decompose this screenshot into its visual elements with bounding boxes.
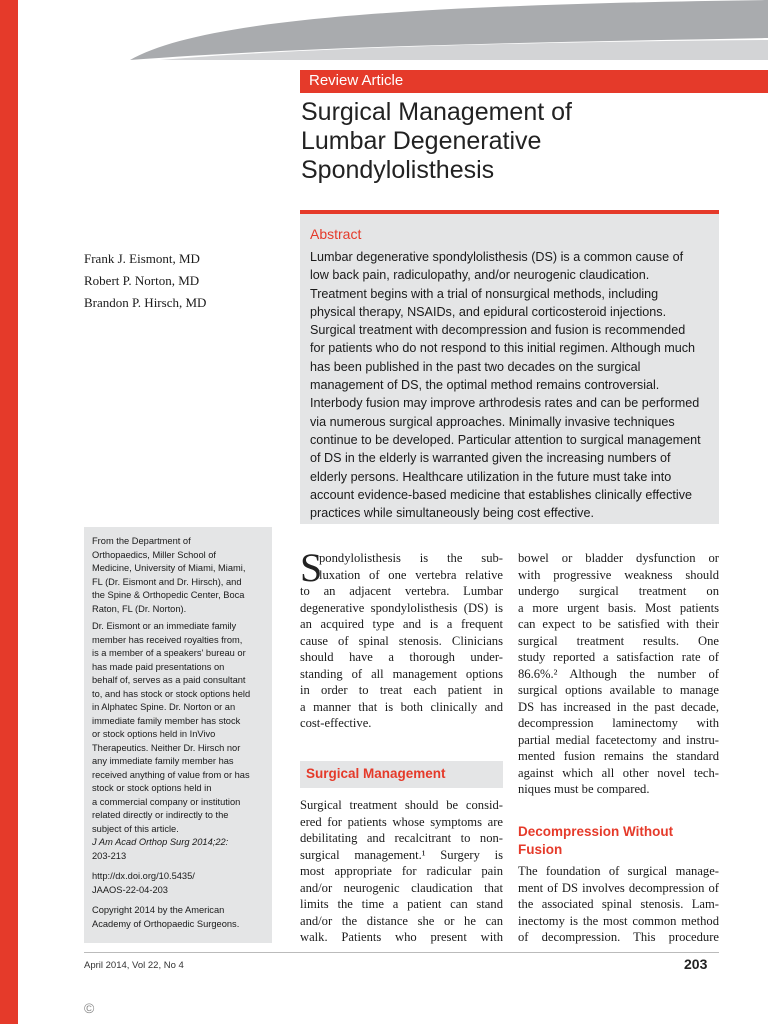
body-line: can expect to be satisfied with their bbox=[518, 617, 719, 631]
abstract-line: via numerous surgical approaches. Minimally invasive techniques bbox=[310, 414, 675, 429]
body-line: ment of DS involves decompression of bbox=[518, 880, 719, 895]
info-line: member has received royalties from, bbox=[92, 634, 243, 645]
body-line: degenerative spondylolisthesis (DS) is bbox=[300, 600, 503, 615]
info-line: received anything of value from or has bbox=[92, 769, 250, 780]
body-line: niques must be compared. bbox=[518, 782, 650, 796]
intro-paragraph bbox=[300, 583, 503, 732]
abstract-line: physical therapy, NSAIDs, and epidural corticosteroid injections. bbox=[310, 304, 667, 319]
info-line: immediate family member has stock bbox=[92, 715, 241, 726]
author: Brandon P. Hirsch, MD bbox=[84, 295, 207, 310]
info-line: Therapeutics. Neither Dr. Hirsch nor bbox=[92, 742, 241, 753]
body-line: with progressive weakness should bbox=[518, 567, 719, 582]
abstract-line: for patients who do not respond to this initial regimen. Although much bbox=[310, 341, 696, 356]
info-line: stock or stock options held in bbox=[92, 783, 212, 793]
subheading-line: Fusion bbox=[518, 842, 563, 857]
body-line: undergo surgical treatment on bbox=[518, 584, 719, 598]
info-line: Raton, FL (Dr. Norton). bbox=[92, 603, 187, 614]
body-line: limits the time a patient can stand bbox=[300, 897, 503, 911]
info-line: Dr. Eismont or an immediate family bbox=[92, 621, 237, 631]
author-info-panel bbox=[84, 527, 272, 943]
body-line: 86.6%.² Although the number of bbox=[518, 666, 719, 681]
abstract-text bbox=[310, 248, 713, 522]
abstract-heading: Abstract bbox=[310, 226, 362, 242]
abstract-panel bbox=[300, 210, 719, 524]
surgical-paragraph bbox=[300, 797, 503, 946]
body-line: standing of all management options bbox=[300, 666, 503, 681]
body-line: luxation of one vertebra relative bbox=[319, 567, 503, 582]
body-line: of decompression. This procedure bbox=[518, 930, 719, 944]
doi-link[interactable] bbox=[92, 870, 272, 897]
body-line: inectomy is the most common method bbox=[518, 913, 719, 928]
abstract-line: low back pain, radiculopathy, and/or neurogenic claudication. bbox=[310, 268, 650, 283]
info-line: to, and has stock or stock options held bbox=[92, 688, 251, 699]
citation-note bbox=[92, 836, 272, 863]
info-line: in Alphatec Spine. Dr. Norton or an bbox=[92, 702, 236, 712]
copyright-icon: © bbox=[84, 1000, 95, 1016]
body-line: pondylolisthesis is the sub- bbox=[319, 551, 503, 565]
article-type-label: Review Article bbox=[309, 72, 404, 89]
body-line: debilitating and recalcitrant to non- bbox=[300, 831, 503, 845]
abstract-line: of DS in the elderly is warranted given the increasing numbers of bbox=[310, 451, 671, 466]
info-line: Medicine, University of Miami, Miami, bbox=[92, 563, 246, 573]
intro-paragraph-head bbox=[319, 550, 503, 583]
body-line: in order to treat each patient in bbox=[300, 683, 503, 697]
body-line: should have a thorough under- bbox=[300, 650, 503, 664]
body-line: ered for patients whose symptoms are bbox=[300, 814, 503, 829]
title-line: Lumbar Degenerative bbox=[301, 127, 542, 155]
subsection-heading bbox=[518, 823, 718, 859]
body-line: a manner that is both clinically and bbox=[300, 699, 503, 714]
info-line: From the Department of bbox=[92, 536, 191, 546]
title-line: Spondylolisthesis bbox=[301, 156, 495, 184]
disclosure-note bbox=[92, 620, 272, 836]
body-line: surgical management.¹ Surgery is bbox=[300, 847, 503, 862]
header-swoosh bbox=[0, 0, 768, 60]
copyright-note bbox=[92, 904, 272, 931]
author: Robert P. Norton, MD bbox=[84, 273, 200, 288]
abstract-line: has been published in the past two decades on the surgical bbox=[310, 359, 641, 374]
info-line: or stock options held in InVivo bbox=[92, 729, 216, 739]
abstract-line: Treatment begins with a trial of nonsurgical methods, including bbox=[310, 286, 659, 301]
footer-divider bbox=[84, 952, 719, 953]
section-heading: Surgical Management bbox=[306, 766, 446, 781]
abstract-line: account evidence-based medicine that establishes clinically effective bbox=[310, 487, 692, 502]
info-line: is a member of a speakers' bureau or bbox=[92, 648, 246, 658]
body-line: to an adjacent vertebra. Lumbar bbox=[300, 584, 503, 598]
body-line: Surgical treatment should be consid- bbox=[300, 798, 503, 812]
body-line: walk. Patients who present with bbox=[300, 930, 503, 944]
body-line: The foundation of surgical manage- bbox=[518, 864, 719, 878]
info-line: related directly or indirectly to the bbox=[92, 810, 229, 820]
info-line: any immediate family member has bbox=[92, 756, 234, 766]
body-line: an acquired type and is a frequent bbox=[300, 617, 503, 631]
body-line: and/or the distance she or he can bbox=[300, 913, 503, 928]
info-line: Orthopaedics, Miller School of bbox=[92, 549, 217, 560]
abstract-line: Interbody fusion may improve arthrodesis rates and can be performed bbox=[310, 396, 700, 411]
page-number: 203 bbox=[684, 956, 708, 972]
body-line: surgical options available to manage bbox=[518, 683, 719, 697]
info-line: subject of this article. bbox=[92, 823, 179, 834]
body-line: cause of spinal stenosis. Clinicians bbox=[300, 633, 503, 648]
info-line: 203-213 bbox=[92, 850, 127, 861]
info-line: has made paid presentations on bbox=[92, 661, 225, 672]
body-line: bowel or bladder dysfunction or bbox=[518, 551, 719, 565]
body-line: most appropriate for radicular pain bbox=[300, 864, 503, 878]
decompression-paragraph bbox=[518, 863, 719, 946]
info-line: http://dx.doi.org/10.5435/ bbox=[92, 871, 195, 881]
left-accent-bar bbox=[0, 0, 18, 1024]
abstract-line: management of DS, the optimal method remains controversial. bbox=[310, 378, 660, 393]
body-line: a more urgent basis. Most patients bbox=[518, 600, 719, 615]
abstract-line: elderly persons. Healthcare utilization in the future must take into bbox=[310, 469, 672, 484]
title-line: Surgical Management of bbox=[301, 98, 572, 126]
body-line: and/or neurogenic claudication that bbox=[300, 880, 503, 895]
article-type-bar bbox=[300, 70, 768, 93]
subheading-line: Decompression Without bbox=[518, 824, 674, 839]
info-line: the Spine & Orthopedic Center, Boca bbox=[92, 590, 245, 600]
info-line: a commercial company or institution bbox=[92, 796, 241, 807]
abstract-line: practices while simultaneously being cost effective. bbox=[310, 506, 594, 521]
body-line: against which all other novel tech- bbox=[518, 765, 719, 780]
issue-info: April 2014, Vol 22, No 4 bbox=[84, 960, 184, 971]
info-line: FL (Dr. Eismont and Dr. Hirsch), and bbox=[92, 576, 242, 587]
body-line: DS has increased in the past decade, bbox=[518, 699, 719, 714]
author-list bbox=[84, 248, 206, 314]
info-line: behalf of, serves as a paid consultant bbox=[92, 675, 246, 685]
body-line: mented fusion remains the standard bbox=[518, 749, 719, 763]
body-line: cost-effective. bbox=[300, 716, 372, 730]
body-line: partial medial facetectomy and instru- bbox=[518, 732, 719, 747]
info-line: Copyright 2014 by the American bbox=[92, 905, 225, 915]
body-line: study reported a satisfaction rate of bbox=[518, 650, 719, 664]
right-column-paragraph bbox=[518, 550, 719, 798]
author: Frank J. Eismont, MD bbox=[84, 251, 200, 266]
body-line: surgical treatment results. One bbox=[518, 633, 719, 648]
body-line: the associated spinal stenosis. Lam- bbox=[518, 897, 719, 911]
affiliation-note bbox=[92, 535, 272, 616]
abstract-line: continue to be developed. Particular attention to surgical management bbox=[310, 432, 701, 447]
info-line: Academy of Orthopaedic Surgeons. bbox=[92, 918, 240, 929]
abstract-line: Surgical treatment with decompression and fusion is recommended bbox=[310, 323, 686, 338]
section-heading-box bbox=[300, 761, 503, 788]
info-line: JAAOS-22-04-203 bbox=[92, 884, 168, 895]
info-line: J Am Acad Orthop Surg 2014;22: bbox=[92, 837, 229, 847]
drop-cap: S bbox=[300, 545, 323, 590]
abstract-line: Lumbar degenerative spondylolisthesis (DS) is a common cause of bbox=[310, 250, 684, 264]
article-title bbox=[301, 98, 721, 185]
body-line: decompression laminectomy with bbox=[518, 716, 719, 730]
